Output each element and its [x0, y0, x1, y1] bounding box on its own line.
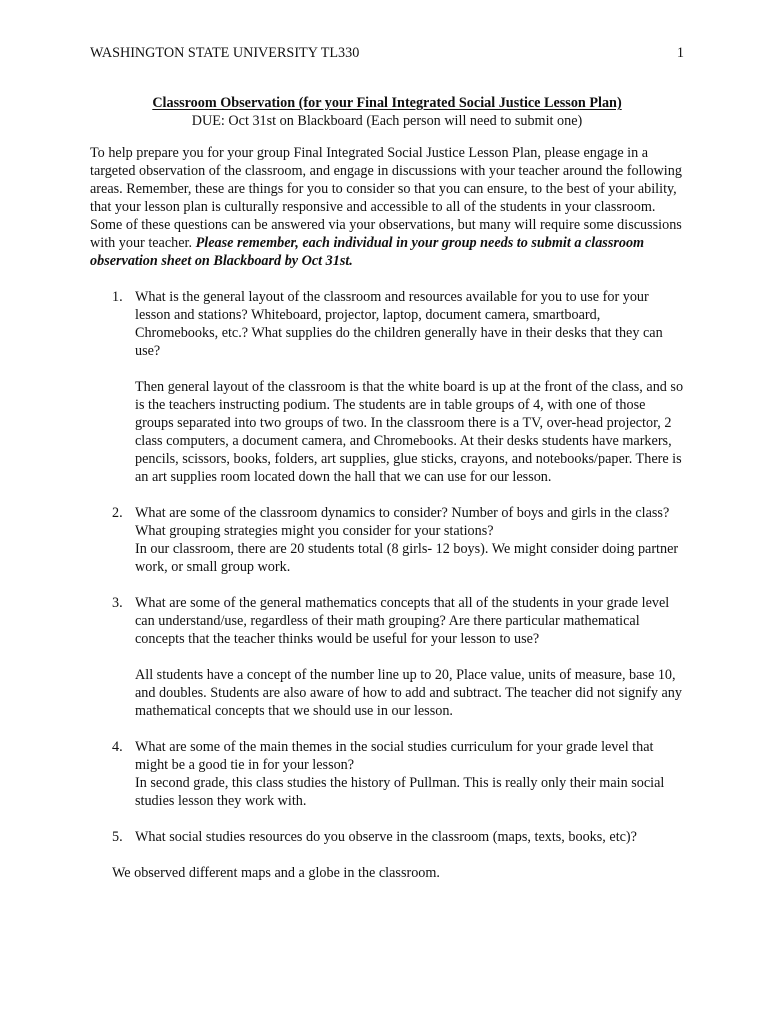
due-date-line: DUE: Oct 31st on Blackboard (Each person will need to submit one)	[191, 113, 583, 129]
document-page	[90, 44, 684, 882]
title-block	[90, 94, 684, 130]
closing-paragraph: We observed different maps and a globe in the classroom.	[112, 865, 440, 881]
question-number: 1.	[112, 289, 123, 305]
answer-text: All students have a concept of the number line up to 20, Place value, units of measure, base 10, and doubles. Students are also aware of how to add and subtract. The teacher did not signify any mathematical concepts that we should use in our lesson.	[135, 667, 682, 719]
answer-text: In our classroom, there are 20 students total (8 girls- 12 boys). We might consider doing partner work, or small group work.	[135, 541, 679, 575]
question-list	[90, 288, 684, 846]
list-item	[90, 504, 684, 576]
running-header	[90, 44, 684, 62]
question-number: 4.	[112, 739, 123, 755]
question-number: 5.	[112, 829, 123, 845]
list-item	[90, 288, 684, 486]
intro-paragraph	[90, 144, 684, 270]
question-text: What social studies resources do you observe in the classroom (maps, texts, books, etc)?	[135, 829, 637, 845]
question-number: 2.	[112, 505, 123, 521]
question-text: What are some of the general mathematics concepts that all of the students in your grade level can understand/use, regardless of their math grouping? Are there particular mathematical concepts that the teacher thinks would be useful for your lesson to use?	[135, 595, 670, 647]
document-title: Classroom Observation (for your Final Integrated Social Justice Lesson Plan)	[152, 95, 622, 111]
answer-text: In second grade, this class studies the history of Pullman. This is really only their main social studies lesson they work with.	[135, 775, 665, 809]
page-number: 1	[676, 45, 684, 61]
question-text: What are some of the main themes in the social studies curriculum for your grade level that might be a good tie in for your lesson?	[135, 739, 654, 773]
answer-text: Then general layout of the classroom is that the white board is up at the front of the class, and so is the teachers instructing podium. The students are in table groups of 4, with one of those groups separated into two groups of two. In the classroom there is a TV, over-head projector, 2 class computers, a document camera, and Chromebooks. At their desks students have markers, pencils, scissors, books, folders, art supplies, glue sticks, crayons, and notebooks/paper. There is an art supplies room located down the hall that we can use for our lesson.	[135, 379, 684, 485]
list-item	[90, 594, 684, 720]
question-text: What are some of the classroom dynamics to consider? Number of boys and girls in the class? What grouping strategies might you consider for your stations?	[135, 505, 670, 539]
question-number: 3.	[112, 595, 123, 611]
running-title: WASHINGTON STATE UNIVERSITY TL330	[90, 45, 360, 61]
list-item	[90, 828, 684, 846]
intro-text: To help prepare you for your group Final Integrated Social Justice Lesson Plan, please engage in a targeted observation of the classroom, and engage in discussions with your teacher around the following areas. Remember, these are things for you to consider so that you can ensure, to the best of your ability, that your lesson plan is culturally responsive and accessible to all of the students in your classroom. Some of these questions can be answered via your observations, but many will require some discussions with your teacher.	[90, 145, 682, 251]
list-item	[90, 738, 684, 810]
question-text: What is the general layout of the classroom and resources available for you to use for your lesson and stations? Whiteboard, projector, laptop, document camera, smartboard, Chromebooks, etc.? What supplies do the children generally have in their desks that they can use?	[135, 289, 663, 359]
intro-emphasis: Please remember, each individual in your group needs to submit a classroom observation sheet on Blackboard by Oct 31st.	[90, 235, 645, 269]
